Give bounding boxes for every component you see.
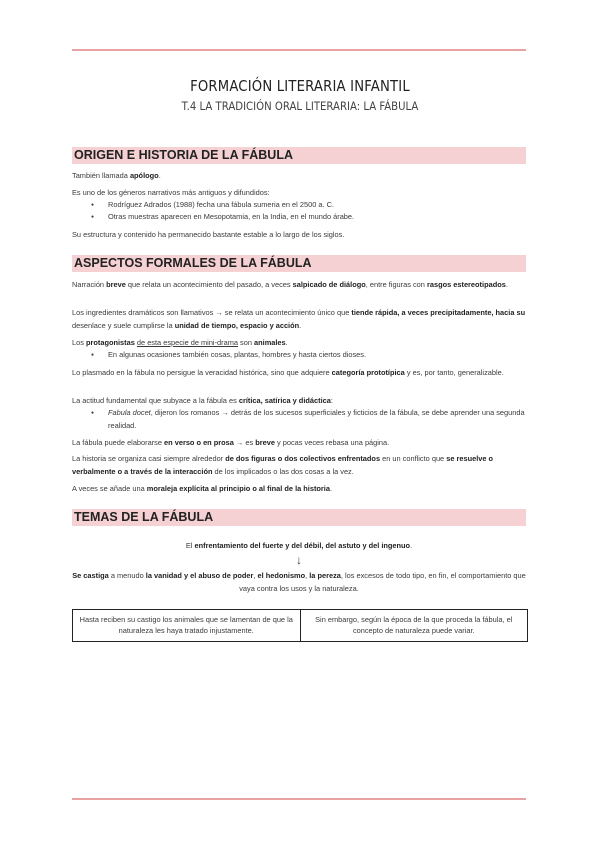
paragraph: Es uno de los géneros narrativos más antiguos y difundidos:	[72, 188, 270, 197]
list-item: ● En algunas ocasiones también cosas, plantas, hombres y hasta ciertos dioses.	[108, 349, 526, 362]
centered-paragraph: El enfrentamiento del fuerte y del débil, del astuto y del ingenuo.	[185, 541, 413, 550]
paragraph: La fábula puede elaborarse en verso o en prosa → es breve y pocas veces rebasa una página.	[72, 438, 390, 447]
document-title: FORMACIÓN LITERARIA INFANTIL	[190, 77, 410, 95]
centered-paragraph: Se castiga a menudo la vanidad y el abuso de poder, el hedonismo, la pereza, los excesos de todo tipo, en fin, el comportamiento que vaya contra los usos y la naturaleza.	[72, 571, 526, 593]
document-subtitle: T.4 LA TRADICIÓN ORAL LITERARIA: LA FÁBULA	[181, 99, 419, 113]
section-heading-text: ASPECTOS FORMALES DE LA FÁBULA	[74, 256, 312, 270]
down-arrow: ↓	[296, 553, 302, 567]
paragraph: Narración breve que relata un acontecimiento del pasado, a veces salpicado de diálogo, entre figuras con rasgos estereotipados.	[72, 280, 508, 289]
paragraph: La historia se organiza casi siempre alrededor de dos figuras o dos colectivos enfrentados en un conflicto que se resuelve o verbalmente o a través de la interacción de los implicados o las dos cosas a la vez.	[72, 454, 494, 476]
list-item: ● Fabula docet, dijeron los romanos → detrás de los sucesos superficiales y ficticios de la fábula, se debe aprender una segunda realidad.	[108, 407, 526, 432]
paragraph: Lo plasmado en la fábula no persigue la veracidad histórica, sino que adquiere categoría prototípica y es, por tanto, generalizable.	[72, 368, 504, 377]
section-heading-aspectos	[72, 255, 526, 272]
section-heading-text: TEMAS DE LA FÁBULA	[74, 510, 214, 524]
table-cell: Hasta reciben su castigo los animales que se lamentan de que la naturaleza les haya tratado injustamente.	[73, 610, 301, 642]
list-item: ● Rodríguez Adrados (1988) fecha una fábula sumeria en el 2500 a. C.	[108, 199, 526, 212]
bottom-rule	[72, 798, 526, 800]
section-heading-temas	[72, 509, 526, 526]
paragraph: La actitud fundamental que subyace a la fábula es crítica, satírica y didáctica:	[72, 396, 333, 405]
section-heading-origen	[72, 147, 526, 164]
table-row	[73, 610, 528, 642]
paragraph: También llamada apólogo.	[72, 171, 161, 180]
paragraph: A veces se añade una moraleja explícita al principio o al final de la historia.	[72, 484, 333, 493]
paragraph: Los ingredientes dramáticos son llamativos → se relata un acontecimiento único que tiende rápida, a veces precipitadamente, hacia su desenlace y suele cumplirse la unidad de tiempo, espacio y acción.	[72, 308, 526, 330]
section-heading-text: ORIGEN E HISTORIA DE LA FÁBULA	[74, 148, 293, 162]
themes-table	[72, 609, 528, 642]
table-cell: Sin embargo, según la época de la que proceda la fábula, el concepto de naturaleza puede variar.	[300, 610, 528, 642]
list-item: ● Otras muestras aparecen en Mesopotamia, en la India, en el mundo árabe.	[108, 211, 526, 224]
paragraph: Su estructura y contenido ha permanecido bastante estable a lo largo de los siglos.	[72, 230, 345, 239]
top-rule	[72, 49, 526, 51]
paragraph: Los protagonistas de esta especie de mini-drama son animales.	[72, 338, 288, 347]
